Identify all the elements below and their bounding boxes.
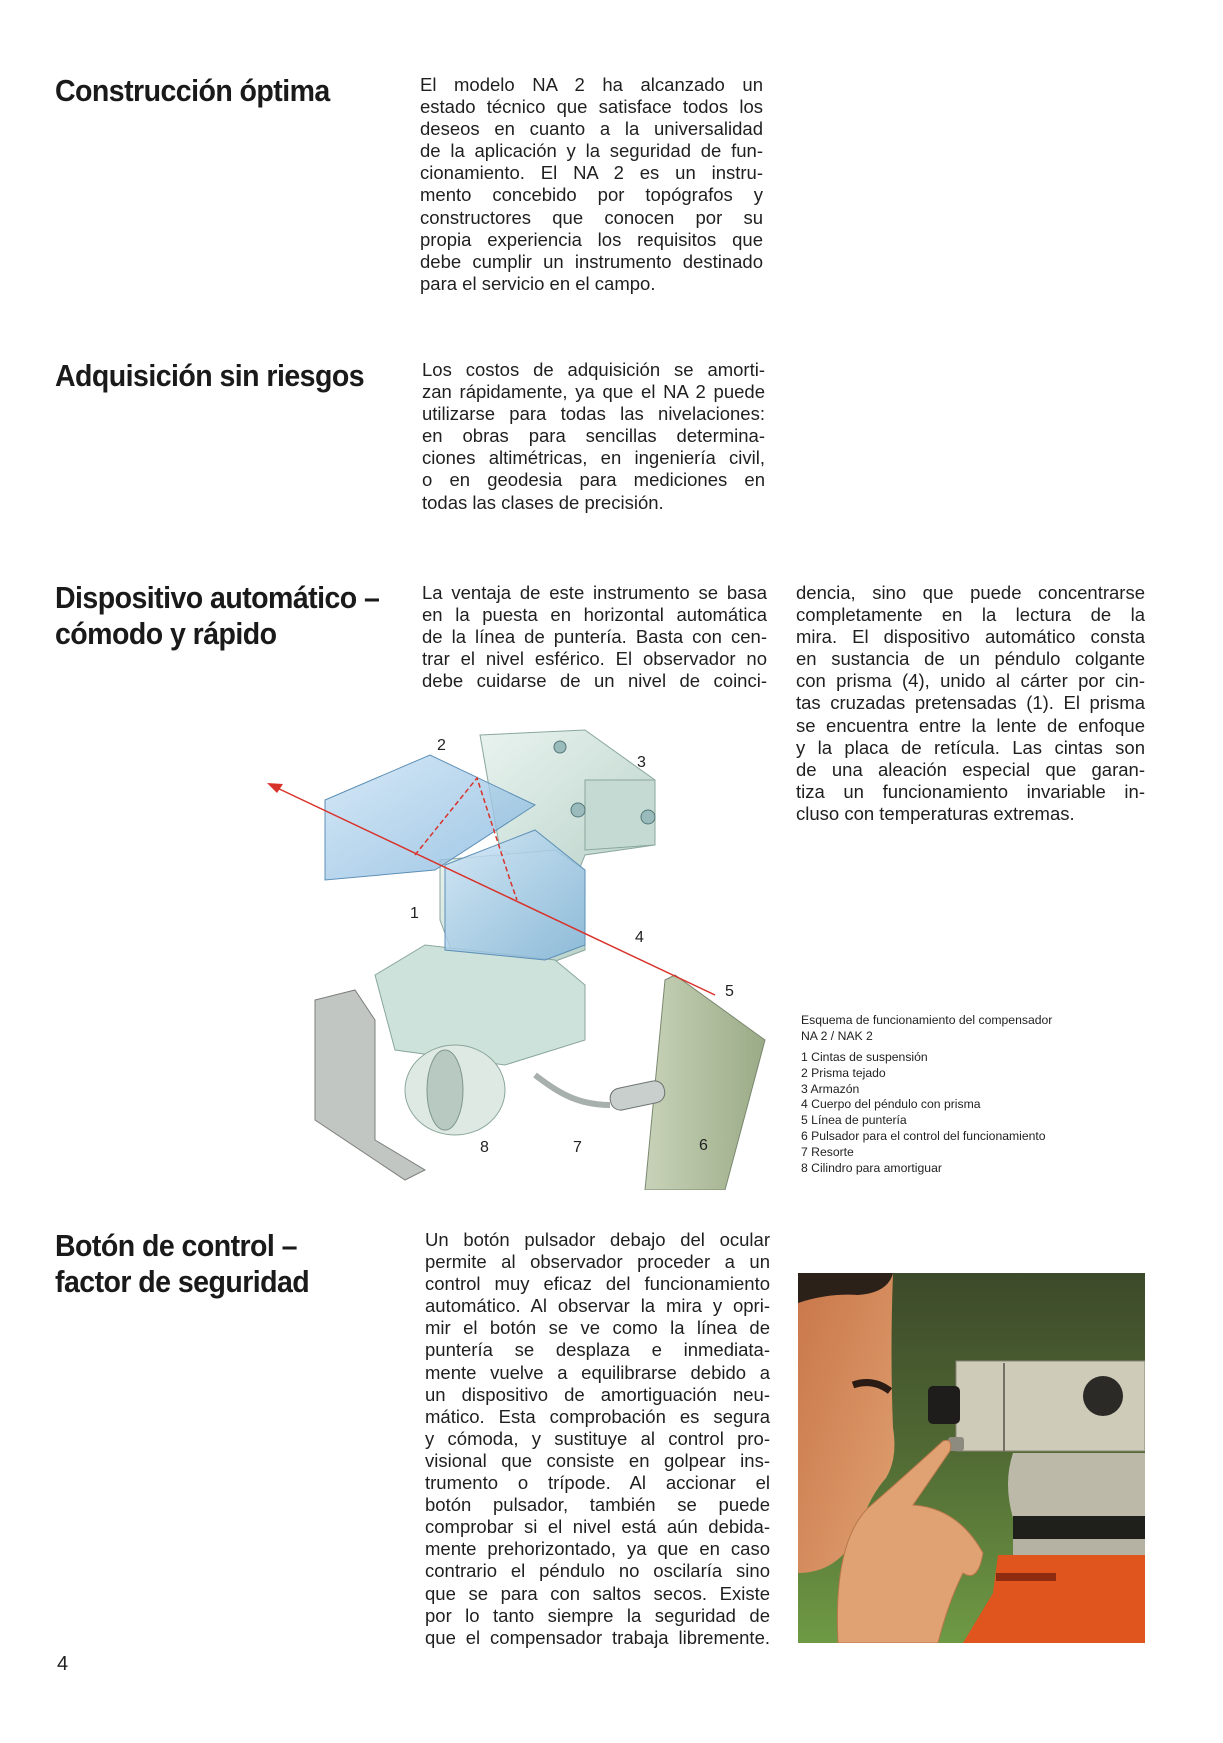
text-line: utilizarse para todas las nivelaciones: <box>422 403 765 425</box>
page-number: 4 <box>57 1653 69 1675</box>
text-line: dencia, sino que puede concentrarse <box>796 582 1145 603</box>
callout-8: 8 <box>480 1139 489 1156</box>
text-line: deseos en cuanto a la universalidad <box>420 118 763 140</box>
text-line: trumento o trípode. Al accionar el <box>425 1472 770 1494</box>
section-heading-adquisicion <box>55 358 364 394</box>
text-line: visional que consiste en golpear ins- <box>425 1449 770 1471</box>
tripod-groove <box>996 1573 1056 1581</box>
text-line: que se para con saltos secos. Existe <box>425 1582 770 1604</box>
text-line: con prisma (4), unido al cárter por cin- <box>796 670 1145 692</box>
section-body-dispositivo-col1 <box>422 582 767 692</box>
text-line: debe cumplir un instrumento destinado <box>420 250 763 272</box>
cylinder-edge <box>427 1050 463 1130</box>
text-line: botón pulsador, también se puede <box>425 1494 770 1516</box>
text-line: ciones altimétricas, en ingeniería civil, <box>422 447 765 469</box>
text-line: trar el nivel esférico. El observador no <box>422 648 767 670</box>
heading-line: Adquisición sin riesgos <box>55 358 365 393</box>
callout-3: 3 <box>637 754 646 771</box>
legend-item: 5 Línea de puntería <box>801 1113 907 1128</box>
text-line: para el servicio en el campo. <box>420 272 656 294</box>
text-line: El modelo NA 2 ha alcanzado un <box>420 74 763 95</box>
text-line: La ventaja de este instrumento se basa <box>422 582 767 603</box>
section-heading-construccion <box>55 73 330 109</box>
text-line: mente vuelve a equilibrarse debido a <box>425 1361 770 1383</box>
text-line: de la aplicación y la seguridad de fun- <box>420 140 763 162</box>
arrow-head <box>267 783 283 793</box>
text-line: en obras para sencillas determina- <box>422 425 765 447</box>
legend-item: 2 Prisma tejado <box>801 1065 886 1080</box>
text-line: comprobar si el nivel está aún debida- <box>425 1516 770 1538</box>
text-line: se encuentra entre la lente de enfoque <box>796 714 1145 736</box>
text-line: debe cuidarse de un nivel de coinci- <box>422 670 767 692</box>
text-line: en la puesta en horizontal automática <box>422 604 767 626</box>
legend-item: 4 Cuerpo del péndulo con prisma <box>801 1097 981 1112</box>
text-line: Un botón pulsador debajo del ocular <box>425 1229 770 1250</box>
section-body-adquisicion <box>422 359 765 514</box>
text-line: cluso con temperaturas extremas. <box>796 802 1075 824</box>
heading-line: Botón de control – <box>55 1228 297 1263</box>
focus-knob <box>1083 1376 1123 1416</box>
text-line: todas las clases de precisión. <box>422 491 664 513</box>
text-line: mira. El dispositivo automático consta <box>796 626 1145 648</box>
callout-1: 1 <box>410 905 419 922</box>
heading-line: Construcción óptima <box>55 73 330 108</box>
eyepiece <box>928 1386 960 1424</box>
text-line: control muy eficaz del funcionamiento <box>425 1273 770 1295</box>
text-line: mir el botón se ve como la línea de <box>425 1317 770 1339</box>
text-line: de la línea de puntería. Basta con cen- <box>422 626 767 648</box>
eyepiece-plate <box>645 975 765 1190</box>
heading-line: factor de seguridad <box>55 1264 310 1299</box>
section-body-boton <box>425 1229 770 1649</box>
surveyor-photo <box>798 1273 1145 1643</box>
leveling-base <box>1013 1516 1145 1541</box>
screw-icon <box>571 803 585 817</box>
callout-6: 6 <box>699 1137 708 1154</box>
text-line: permite al observador proceder a un <box>425 1251 770 1273</box>
heading-line: Dispositivo automático – <box>55 580 380 615</box>
instrument-base <box>1008 1453 1145 1518</box>
section-heading-boton <box>55 1228 309 1300</box>
text-line: mento concebido por topógrafos y <box>420 184 763 206</box>
text-line: estado técnico que satisface todos los <box>420 96 763 118</box>
text-line: completamente en la lectura de la <box>796 604 1145 626</box>
text-line: por lo tanto siempre la seguridad de <box>425 1604 770 1626</box>
text-line: de una aleación especial que garan- <box>796 758 1145 780</box>
text-line: automático. Al observar la mira y opri- <box>425 1295 770 1317</box>
base-plate <box>1013 1539 1145 1555</box>
section-body-dispositivo-col2 <box>796 582 1145 825</box>
callout-4: 4 <box>635 929 644 946</box>
text-line: puntería se desplaza e inmediata- <box>425 1339 770 1361</box>
text-line: constructores que conocen por su <box>420 206 763 228</box>
legend-item: 6 Pulsador para el control del funcionamiento <box>801 1128 1046 1143</box>
screw-icon <box>554 741 566 753</box>
text-line: y cómoda, y sustituye al control pro- <box>425 1427 770 1449</box>
screw-icon <box>641 810 655 824</box>
text-line: mático. Esta comprobación es segura <box>425 1405 770 1427</box>
text-line: cionamiento. El NA 2 es un instru- <box>420 162 763 184</box>
text-line: zan rápidamente, ya que el NA 2 puede <box>422 381 765 403</box>
callout-7: 7 <box>573 1139 582 1156</box>
caption-title: NA 2 / NAK 2 <box>801 1029 873 1043</box>
text-line: propia experiencia los requisitos que <box>420 228 763 250</box>
lower-body <box>375 945 585 1065</box>
text-line: en sustancia de un péndulo colgante <box>796 648 1145 670</box>
text-line: mente prehorizontado, ya que en caso <box>425 1538 770 1560</box>
legend-item: 7 Resorte <box>801 1144 854 1159</box>
text-line: un dispositivo de amortiguación neu- <box>425 1383 770 1405</box>
text-line: contrario el péndulo no oscilaría sino <box>425 1560 770 1582</box>
text-line: que el compensador trabaja libremente. <box>425 1626 770 1648</box>
caption-title: Esquema de funcionamiento del compensador <box>801 1013 1053 1027</box>
legend-item: 1 Cintas de suspensión <box>801 1050 928 1064</box>
text-line: y la placa de retícula. Las cintas son <box>796 736 1145 758</box>
callout-2: 2 <box>437 737 446 754</box>
spring <box>535 1075 610 1105</box>
legend-item: 8 Cilindro para amortiguar <box>801 1160 942 1175</box>
section-body-construccion <box>420 74 763 295</box>
section-heading-dispositivo <box>55 580 379 652</box>
diagram-caption <box>801 1012 1052 1176</box>
legend-item: 3 Armazón <box>801 1081 860 1096</box>
heading-line: cómodo y rápido <box>55 616 277 651</box>
text-line: tas cruzadas pretensadas (1). El prisma <box>796 692 1145 714</box>
text-line: o en geodesia para mediciones en <box>422 469 765 491</box>
callout-5: 5 <box>725 983 734 1000</box>
caption-legend <box>801 1050 1052 1176</box>
text-line: tiza un funcionamiento invariable in- <box>796 780 1145 802</box>
compensator-diagram <box>255 720 775 1190</box>
text-line: Los costos de adquisición se amorti- <box>422 359 765 380</box>
